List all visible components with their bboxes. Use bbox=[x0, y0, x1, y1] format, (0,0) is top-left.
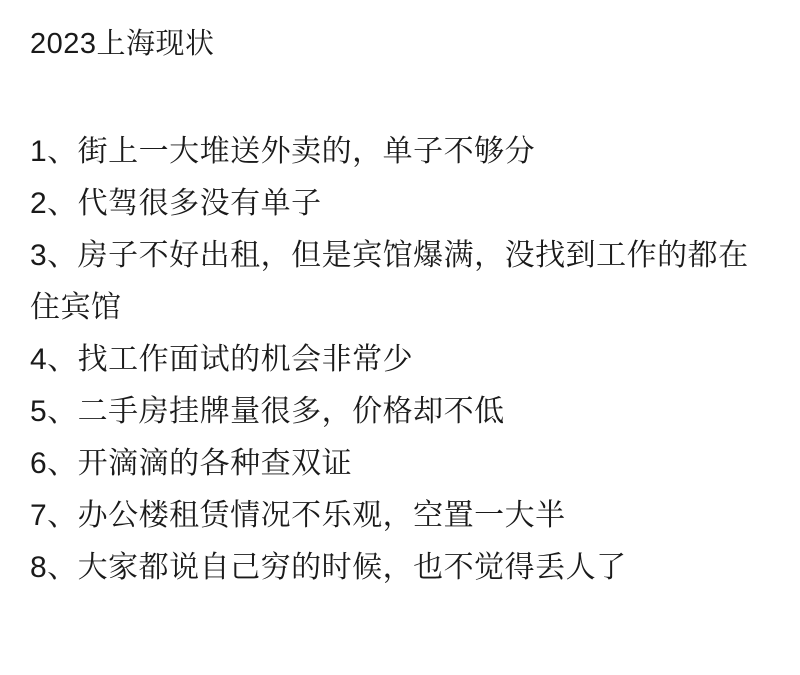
list-item: 1、街上一大堆送外卖的，单子不够分 bbox=[30, 135, 536, 168]
page-title: 2023上海现状 bbox=[30, 28, 215, 60]
list-item: 3、房子不好出租，但是宾馆爆满，没找到工作的都在住宾馆 bbox=[30, 239, 749, 324]
title-body-spacer bbox=[30, 64, 772, 126]
list-item: 6、开滴滴的各种查双证 bbox=[30, 447, 353, 480]
list-item: 4、找工作面试的机会非常少 bbox=[30, 343, 414, 376]
list-item: 2、代驾很多没有单子 bbox=[30, 187, 322, 220]
list-item: 7、办公楼租赁情况不乐观，空置一大半 bbox=[30, 499, 566, 532]
document-list bbox=[30, 126, 772, 594]
list-item: 5、二手房挂牌量很多，价格却不低 bbox=[30, 395, 505, 428]
list-item: 8、大家都说自己穷的时候，也不觉得丢人了 bbox=[30, 551, 627, 584]
